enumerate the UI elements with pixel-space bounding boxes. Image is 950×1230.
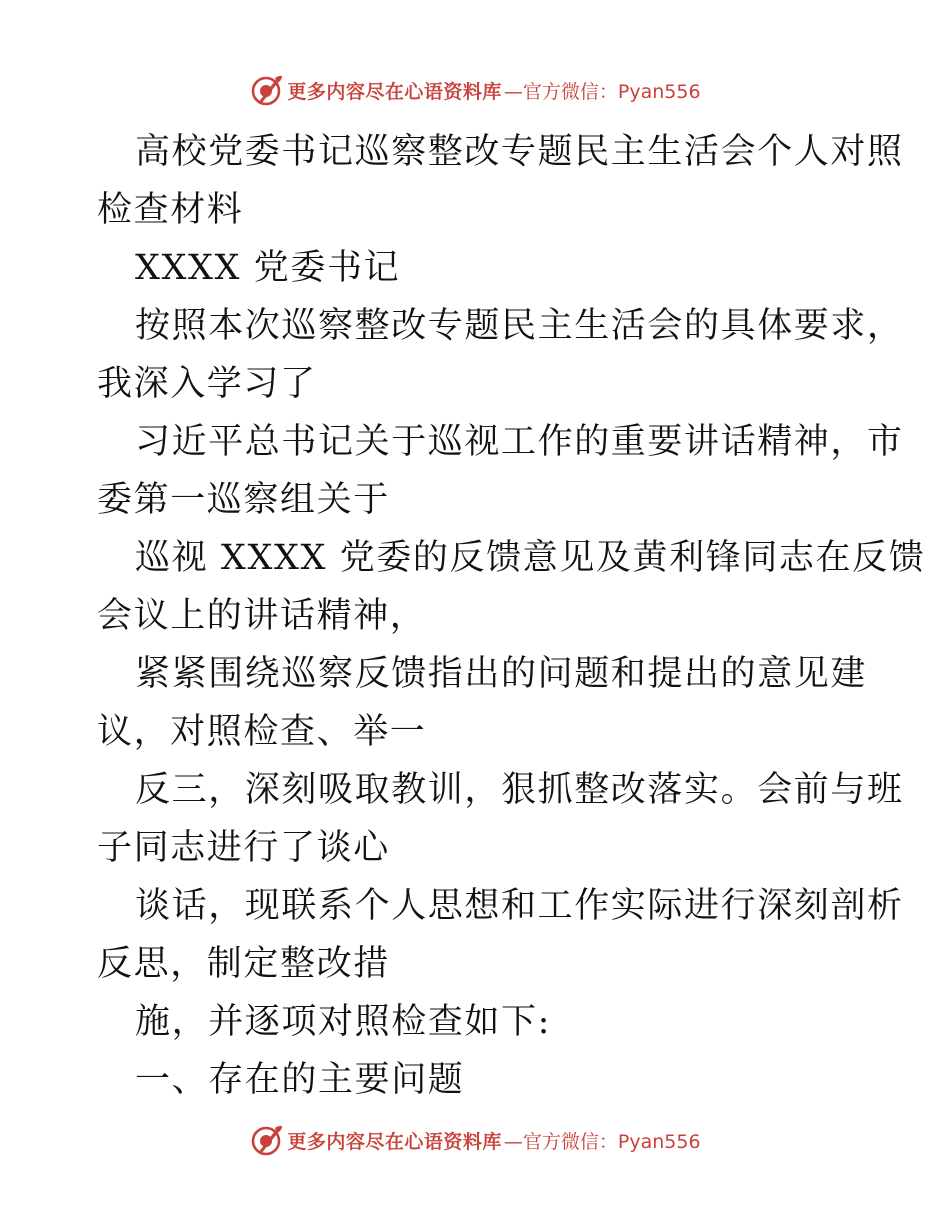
document-line: 施，并逐项对照检查如下:	[135, 1002, 551, 1042]
document-line: 一、存在的主要问题	[135, 1060, 465, 1100]
document-line: 子同志进行了谈心	[97, 828, 390, 868]
document-line: 巡视 XXXX 党委的反馈意见及黄利锋同志在反馈	[135, 538, 926, 578]
document-body	[97, 123, 926, 1109]
quill-logo-icon	[249, 1123, 283, 1157]
footer-watermark	[0, 1120, 950, 1160]
document-line: 紧紧围绕巡察反馈指出的问题和提出的意见建	[135, 654, 868, 694]
document-line: 谈话，现联系个人思想和工作实际进行深刻剖析	[135, 886, 904, 926]
header-watermark	[0, 70, 950, 110]
document-line: 会议上的讲话精神，	[97, 596, 427, 636]
watermark-sub-text: —官方微信：Pyan556	[503, 1130, 701, 1153]
document-line: 高校党委书记巡察整改专题民主生活会个人对照	[135, 132, 904, 172]
document-line: 检查材料	[97, 190, 244, 230]
document-line: 议，对照检查、举一	[97, 712, 427, 752]
document-line: 反思，制定整改措	[97, 944, 390, 984]
watermark-main-text: 更多内容尽在心语资料库	[287, 1130, 502, 1153]
document-line: 委第一巡察组关于	[97, 480, 390, 520]
document-line: 习近平总书记关于巡视工作的重要讲话精神，市	[135, 422, 904, 462]
watermark-sub-text: —官方微信：Pyan556	[503, 80, 701, 103]
watermark-main-text: 更多内容尽在心语资料库	[287, 80, 502, 103]
document-line: 按照本次巡察整改专题民主生活会的具体要求，	[135, 306, 904, 346]
document-line: 我深入学习了	[97, 364, 317, 404]
document-line: XXXX 党委书记	[135, 248, 401, 288]
quill-logo-icon	[249, 73, 283, 107]
document-line: 反三，深刻吸取教训，狠抓整改落实。会前与班	[135, 770, 904, 810]
